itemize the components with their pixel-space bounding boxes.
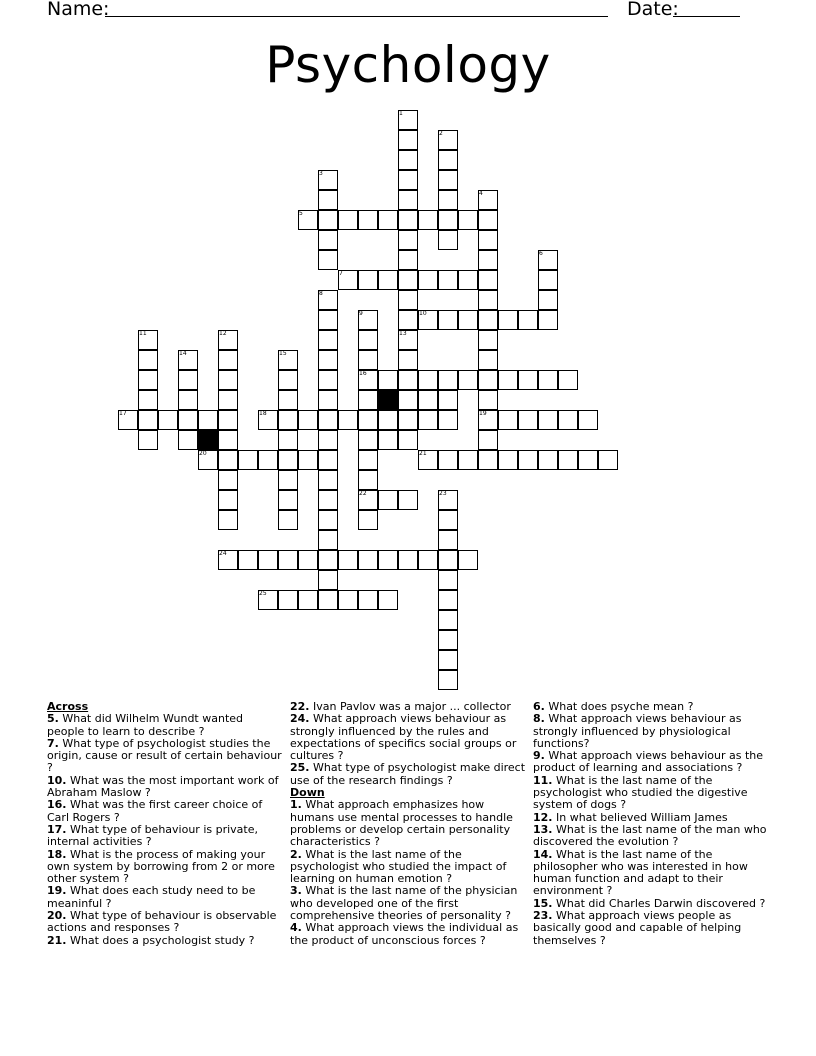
grid-cell[interactable] (398, 150, 418, 170)
clue-number: 2 (439, 130, 443, 137)
clue-item-number: 18. (47, 847, 67, 861)
clue-item-number: 4. (290, 921, 302, 935)
clue-item-text: What approach views behaviour as strongly influenced by the rules and expectations of specifics social groups or cultures ? (290, 712, 517, 763)
grid-cell[interactable] (418, 390, 438, 410)
grid-cell[interactable] (498, 310, 518, 330)
clue-item-text: What approach views behaviour as the product of learning and associations ? (533, 749, 764, 775)
grid-cell[interactable] (198, 410, 218, 430)
clue-item-text: Ivan Pavlov was a major ... collector (309, 700, 511, 713)
grid-cell[interactable] (218, 390, 238, 410)
grid-cell[interactable] (278, 410, 298, 430)
grid-cell[interactable] (318, 330, 338, 350)
clue-item-text: What is the last name of the psychologist who studied the digestive system of dogs ? (533, 773, 748, 812)
clue-item (290, 799, 526, 848)
clue-item-number: 13. (533, 822, 553, 836)
grid-cell[interactable] (438, 670, 458, 690)
grid-cell[interactable] (138, 370, 158, 390)
grid-cell[interactable] (218, 430, 238, 450)
grid-cell[interactable] (278, 590, 298, 610)
grid-cell[interactable] (318, 430, 338, 450)
clue-item-number: 11. (533, 773, 553, 787)
grid-cell[interactable] (478, 430, 498, 450)
grid-cell[interactable] (518, 450, 538, 470)
grid-cell[interactable] (438, 610, 458, 630)
grid-cell[interactable] (378, 370, 398, 390)
clue-item-number: 8. (533, 712, 545, 726)
grid-cell[interactable] (318, 510, 338, 530)
clue-item (290, 885, 526, 922)
clue-item (290, 713, 526, 762)
clue-item (533, 750, 769, 775)
grid-cell[interactable] (438, 170, 458, 190)
grid-cell[interactable] (398, 490, 418, 510)
clue-item-number: 12. (533, 810, 553, 824)
grid-cell[interactable] (178, 430, 198, 450)
clue-item-number: 3. (290, 884, 302, 898)
grid-cell[interactable] (398, 210, 418, 230)
clue-number: 20 (199, 450, 207, 457)
grid-cell[interactable] (238, 550, 258, 570)
clue-item-number: 21. (47, 933, 67, 947)
grid-cell[interactable] (178, 370, 198, 390)
clue-number: 15 (279, 350, 287, 357)
across-heading: Across (47, 700, 89, 713)
grid-cell[interactable] (398, 370, 418, 390)
clue-number: 23 (439, 490, 447, 497)
clue-number: 18 (259, 410, 267, 417)
clue-item-number: 2. (290, 847, 302, 861)
grid-cell[interactable] (338, 210, 358, 230)
clue-item (47, 935, 283, 947)
clue-item-text: What was the most important work of Abraham Maslow ? (47, 773, 279, 800)
grid-cell[interactable] (378, 590, 398, 610)
clue-item-text: What does each study need to be meaninful ? (47, 884, 256, 910)
grid-cell[interactable] (318, 190, 338, 210)
grid-cell[interactable] (458, 270, 478, 290)
grid-cell[interactable] (438, 550, 458, 570)
grid-cell[interactable] (518, 410, 538, 430)
grid-cell[interactable] (318, 490, 338, 510)
grid-cell[interactable] (438, 530, 458, 550)
clue-item-number: 23. (533, 909, 553, 923)
grid-cell[interactable] (358, 470, 378, 490)
grid-cell[interactable] (278, 550, 298, 570)
grid-cell[interactable] (438, 230, 458, 250)
grid-cell[interactable] (478, 210, 498, 230)
grid-cell[interactable] (218, 350, 238, 370)
grid-cell[interactable] (138, 350, 158, 370)
grid-cell[interactable] (478, 290, 498, 310)
grid-cell[interactable] (358, 430, 378, 450)
grid-cell[interactable] (538, 450, 558, 470)
clue-item (47, 799, 283, 824)
clue-item (47, 849, 283, 886)
grid-cell[interactable] (138, 410, 158, 430)
grid-cell[interactable] (398, 270, 418, 290)
clue-item (47, 910, 283, 935)
date-label: Date: (627, 0, 679, 20)
grid-cell[interactable] (138, 430, 158, 450)
clue-item-text: What was the first career choice of Carl Rogers ? (47, 798, 263, 824)
grid-cell[interactable] (438, 410, 458, 430)
name-label: Name: (47, 0, 110, 20)
grid-cell[interactable] (278, 390, 298, 410)
grid-cell[interactable] (218, 490, 238, 510)
clue-item-text: What does psyche mean ? (544, 700, 694, 713)
grid-cell[interactable] (318, 370, 338, 390)
clue-item-number: 19. (47, 884, 67, 898)
clue-number: 11 (139, 330, 147, 337)
grid-cell[interactable] (398, 170, 418, 190)
grid-cell[interactable] (358, 510, 378, 530)
grid-cell[interactable] (498, 370, 518, 390)
grid-cell[interactable] (318, 230, 338, 250)
grid-cell[interactable] (358, 590, 378, 610)
grid-cell[interactable] (398, 350, 418, 370)
grid-cell[interactable] (398, 190, 418, 210)
clue-number: 21 (419, 450, 427, 457)
clue-item-number: 17. (47, 822, 67, 836)
grid-cell[interactable] (278, 470, 298, 490)
grid-cell[interactable] (478, 250, 498, 270)
grid-cell[interactable] (538, 370, 558, 390)
grid-cell[interactable] (458, 450, 478, 470)
grid-cell[interactable] (318, 410, 338, 430)
clue-item-text: What is the last name of the man who discovered the evolution ? (533, 822, 767, 849)
clue-item (47, 738, 283, 775)
clue-item-number: 20. (47, 909, 67, 923)
clue-item (290, 849, 526, 886)
clue-number: 16 (359, 370, 367, 377)
grid-cell[interactable] (318, 390, 338, 410)
grid-cell[interactable] (418, 370, 438, 390)
clue-item-text: What is the last name of the philosopher who was interested in how human function and adapt to their environment ? (533, 847, 748, 898)
grid-cell[interactable] (478, 230, 498, 250)
grid-cell[interactable] (218, 370, 238, 390)
clue-item (290, 922, 526, 947)
grid-cell[interactable] (298, 590, 318, 610)
clue-number: 25 (259, 590, 267, 597)
clue-item-number: 24. (290, 712, 310, 726)
grid-cell[interactable] (398, 550, 418, 570)
grid-cell[interactable] (558, 370, 578, 390)
grid-cell[interactable] (298, 410, 318, 430)
grid-cell[interactable] (218, 470, 238, 490)
grid-cell[interactable] (398, 410, 418, 430)
grid-cell[interactable] (518, 310, 538, 330)
grid-cell[interactable] (278, 450, 298, 470)
grid-cell[interactable] (378, 550, 398, 570)
grid-cell[interactable] (318, 570, 338, 590)
grid-cell[interactable] (278, 370, 298, 390)
clue-item (290, 762, 526, 787)
grid-cell[interactable] (418, 550, 438, 570)
clue-item-text: What approach views behaviour as strongly influenced by physiological functions? (533, 712, 742, 750)
grid-cell[interactable] (438, 390, 458, 410)
grid-cell[interactable] (558, 450, 578, 470)
grid-cell[interactable] (398, 430, 418, 450)
grid-cell[interactable] (258, 550, 278, 570)
grid-cell[interactable] (478, 450, 498, 470)
clue-number: 1 (399, 110, 403, 117)
clue-item-number: 5. (47, 712, 59, 726)
grid-cell[interactable] (498, 410, 518, 430)
grid-cell[interactable] (318, 210, 338, 230)
clue-item-text: What is the process of making your own system by borrowing from 2 or more other system ? (47, 847, 275, 886)
grid-cell[interactable] (438, 450, 458, 470)
grid-cell[interactable] (478, 370, 498, 390)
grid-cell[interactable] (418, 270, 438, 290)
grid-cell[interactable] (578, 450, 598, 470)
clue-item-text: What approach views the individual as the product of unconscious forces ? (290, 921, 519, 947)
grid-cell[interactable] (298, 450, 318, 470)
grid-cell[interactable] (538, 290, 558, 310)
clue-number: 6 (539, 250, 543, 257)
grid-cell[interactable] (398, 230, 418, 250)
grid-cell[interactable] (398, 310, 418, 330)
grid-cell[interactable] (478, 310, 498, 330)
grid-cell[interactable] (358, 550, 378, 570)
grid-cell[interactable] (318, 590, 338, 610)
grid-cell[interactable] (518, 370, 538, 390)
clue-item-number: 9. (533, 749, 545, 763)
grid-cell[interactable] (378, 430, 398, 450)
grid-cell[interactable] (178, 410, 198, 430)
clue-item (533, 775, 769, 812)
grid-cell[interactable] (398, 390, 418, 410)
clue-number: 5 (299, 210, 303, 217)
clue-item-text: What is the last name of the psychologist who studied the impact of learning on human emotion ? (290, 847, 507, 886)
grid-cell[interactable] (338, 410, 358, 430)
clue-item-text: What does a psychologist study ? (66, 933, 255, 947)
grid-cell[interactable] (438, 190, 458, 210)
clue-item-number: 22. (290, 700, 310, 713)
grid-cell[interactable] (378, 490, 398, 510)
grid-cell[interactable] (398, 250, 418, 270)
grid-cell[interactable] (438, 370, 458, 390)
grid-cell[interactable] (258, 450, 278, 470)
grid-cell[interactable] (438, 590, 458, 610)
clue-item (533, 713, 769, 750)
grid-cell[interactable] (358, 330, 378, 350)
grid-cell[interactable] (398, 290, 418, 310)
grid-cell[interactable] (358, 210, 378, 230)
grid-cell[interactable] (538, 410, 558, 430)
clue-number: 12 (219, 330, 227, 337)
clue-item-text: What did Wilhelm Wundt wanted people to learn to describe ? (47, 712, 244, 738)
clue-number: 3 (319, 170, 323, 177)
clue-item-number: 25. (290, 761, 310, 775)
grid-cell[interactable] (358, 350, 378, 370)
grid-cell[interactable] (318, 530, 338, 550)
grid-cell[interactable] (358, 450, 378, 470)
grid-cell[interactable] (218, 410, 238, 430)
clue-item-number: 7. (47, 736, 59, 750)
clue-item-text: In what believed William James (552, 810, 728, 824)
grid-cell[interactable] (478, 330, 498, 350)
clue-item-text: What type of psychologist studies the origin, cause or result of certain behaviour ? (47, 736, 282, 775)
grid-cell[interactable] (398, 130, 418, 150)
grid-cell[interactable] (378, 270, 398, 290)
grid-cell[interactable] (218, 510, 238, 530)
grid-cell[interactable] (338, 590, 358, 610)
black-cell (378, 390, 398, 410)
clue-number: 13 (399, 330, 407, 337)
clue-item-text: What did Charles Darwin discovered ? (552, 896, 766, 910)
clue-number: 8 (319, 290, 323, 297)
grid-cell[interactable] (538, 310, 558, 330)
grid-cell[interactable] (598, 450, 618, 470)
clue-item (47, 824, 283, 849)
clue-item (47, 885, 283, 910)
clues-column-1 (47, 701, 283, 947)
grid-cell[interactable] (558, 410, 578, 430)
grid-cell[interactable] (458, 210, 478, 230)
grid-cell[interactable] (478, 390, 498, 410)
grid-cell[interactable] (438, 630, 458, 650)
grid-cell[interactable] (218, 450, 238, 470)
grid-cell[interactable] (298, 550, 318, 570)
clue-item-text: What approach emphasizes how humans use mental processes to handle problems or develop certain personality characteristics ? (290, 798, 513, 849)
clue-item-text: What type of psychologist make direct use of the research findings ? (290, 761, 526, 787)
clues-column-2 (290, 701, 526, 947)
clue-item-number: 6. (533, 700, 545, 713)
grid-cell[interactable] (238, 450, 258, 470)
grid-cell[interactable] (418, 410, 438, 430)
clue-item-number: 16. (47, 798, 67, 812)
grid-cell[interactable] (578, 410, 598, 430)
clue-number: 4 (479, 190, 483, 197)
grid-cell[interactable] (318, 550, 338, 570)
down-heading: Down (290, 786, 325, 800)
grid-cell[interactable] (358, 410, 378, 430)
grid-cell[interactable] (178, 390, 198, 410)
grid-cell[interactable] (538, 270, 558, 290)
clue-number: 9 (359, 310, 363, 317)
clue-item (47, 713, 283, 738)
clue-number: 14 (179, 350, 187, 357)
clue-item-text: What is the last name of the physician who developed one of the first comprehensive theories of personality ? (290, 884, 518, 923)
clue-item (533, 824, 769, 849)
grid-cell[interactable] (278, 430, 298, 450)
grid-cell[interactable] (318, 470, 338, 490)
grid-cell[interactable] (378, 210, 398, 230)
grid-cell[interactable] (438, 650, 458, 670)
clue-number: 10 (419, 310, 427, 317)
grid-cell[interactable] (378, 410, 398, 430)
grid-cell[interactable] (138, 390, 158, 410)
grid-cell[interactable] (318, 310, 338, 330)
grid-cell[interactable] (358, 390, 378, 410)
clue-item-number: 14. (533, 847, 553, 861)
clue-number: 17 (119, 410, 127, 417)
grid-cell[interactable] (498, 450, 518, 470)
clue-number: 22 (359, 490, 367, 497)
grid-cell[interactable] (318, 250, 338, 270)
grid-cell[interactable] (438, 570, 458, 590)
clue-item-text: What type of behaviour is private, internal activities ? (47, 822, 258, 849)
clue-number: 24 (219, 550, 227, 557)
clue-item (533, 910, 769, 947)
grid-cell[interactable] (438, 210, 458, 230)
grid-cell[interactable] (338, 550, 358, 570)
clue-item (533, 849, 769, 898)
clue-item-text: What approach views people as basically good and capable of helping themselves ? (533, 909, 742, 947)
clue-item (47, 775, 283, 800)
grid-cell[interactable] (278, 510, 298, 530)
clues-column-3 (533, 701, 769, 947)
clue-item-number: 10. (47, 773, 67, 787)
clue-item-number: 1. (290, 798, 302, 812)
grid-cell[interactable] (318, 350, 338, 370)
grid-cell[interactable] (438, 510, 458, 530)
clue-item-text: What type of behaviour is observable actions and responses ? (47, 909, 277, 935)
grid-cell[interactable] (438, 150, 458, 170)
grid-cell[interactable] (418, 210, 438, 230)
grid-cell[interactable] (478, 350, 498, 370)
grid-cell[interactable] (158, 410, 178, 430)
puzzle-title: Psychology (265, 36, 551, 94)
grid-cell[interactable] (458, 310, 478, 330)
grid-cell[interactable] (458, 550, 478, 570)
black-cell (198, 430, 218, 450)
grid-cell[interactable] (358, 270, 378, 290)
clue-number: 7 (339, 270, 343, 277)
clue-number: 19 (479, 410, 487, 417)
grid-cell[interactable] (438, 310, 458, 330)
grid-cell[interactable] (438, 270, 458, 290)
grid-cell[interactable] (478, 270, 498, 290)
grid-cell[interactable] (278, 490, 298, 510)
clue-item-number: 15. (533, 896, 553, 910)
grid-cell[interactable] (458, 370, 478, 390)
grid-cell[interactable] (318, 450, 338, 470)
